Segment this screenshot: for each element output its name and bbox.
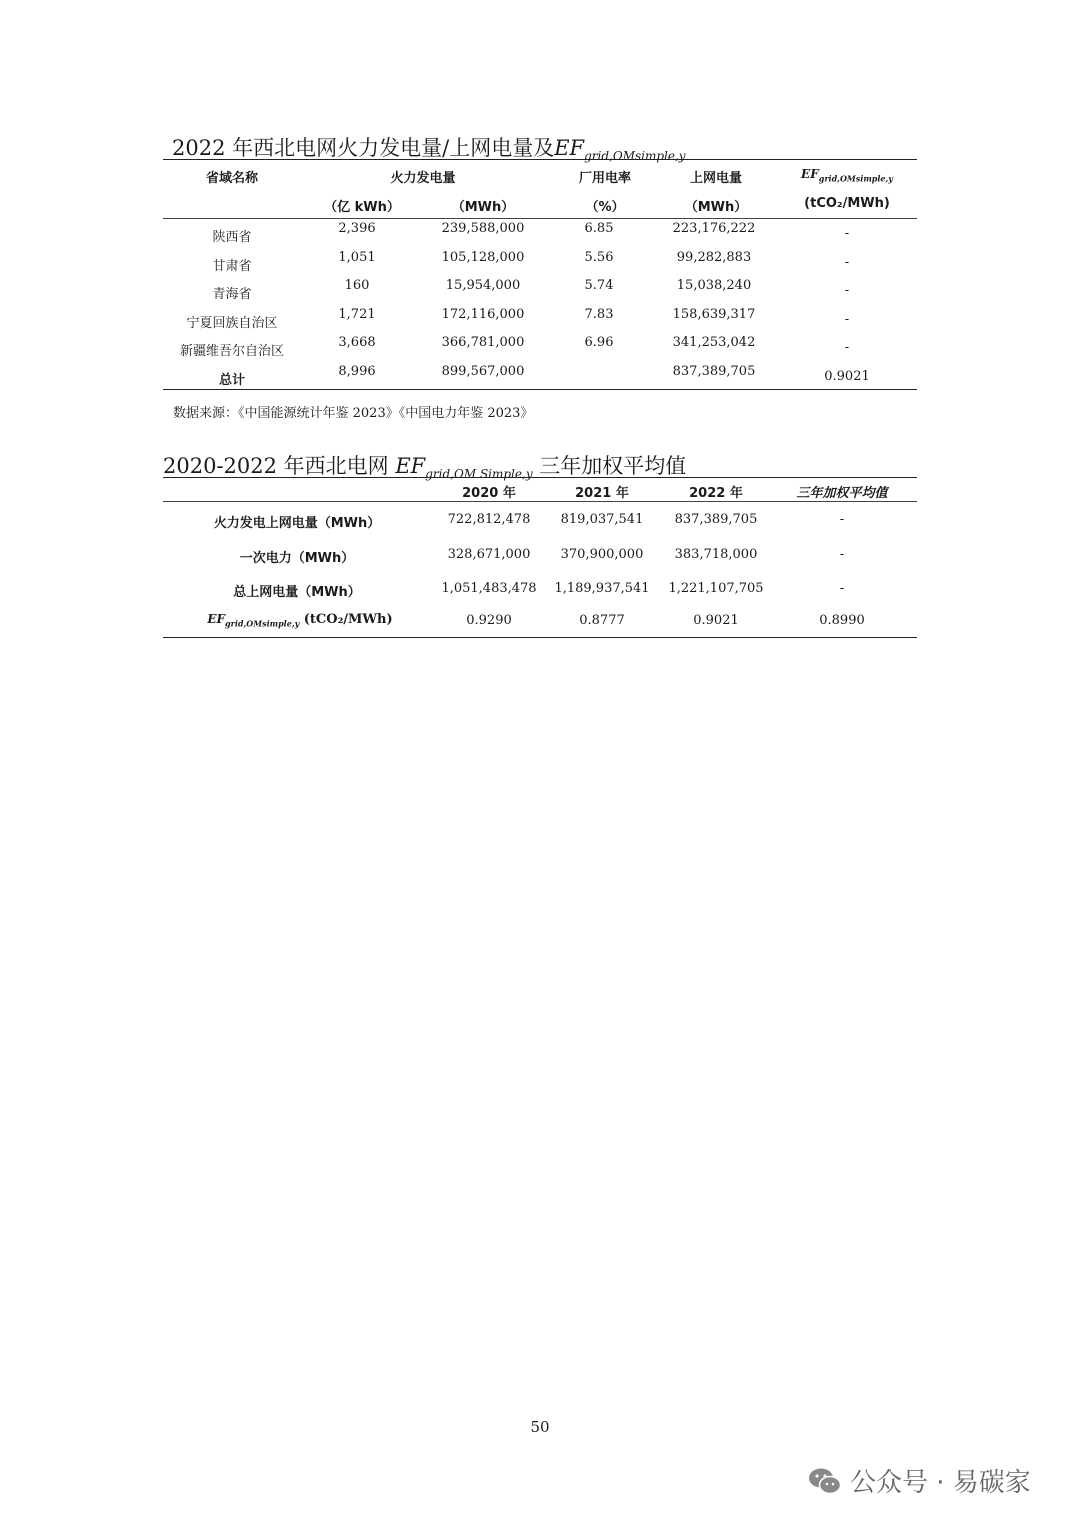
table-cell: -: [839, 512, 845, 527]
unit-kwh: （亿 kWh）: [324, 200, 400, 215]
table-cell-kwh: 8,996: [338, 364, 376, 379]
table2-bottom-rule: [163, 637, 917, 638]
header-2020: 2020 年: [462, 486, 516, 501]
header-grid-supply: 上网电量: [689, 171, 743, 186]
table-cell-kwh: 160: [344, 278, 370, 293]
table-cell: -: [839, 581, 845, 596]
table-cell: 0.8777: [579, 613, 625, 628]
table-cell: 0.9021: [693, 613, 739, 628]
table-cell: 1,051,483,478: [441, 581, 537, 596]
header-2022: 2022 年: [689, 486, 743, 501]
table-cell-mwh: 105,128,000: [441, 250, 525, 265]
table-cell: 1,221,107,705: [668, 581, 764, 596]
table-cell-grid: 15,038,240: [676, 278, 752, 293]
table-cell-rate: 7.83: [584, 307, 614, 322]
table1-bottom-rule: [163, 389, 917, 390]
table-cell-ef: 0.9021: [824, 369, 870, 384]
data-source-note: 数据来源：《中国能源统计年鉴 2023》《中国电力年鉴 2023》: [173, 406, 534, 421]
table-cell: 722,812,478: [447, 512, 531, 527]
table1-title: 2022 年西北电网火力发电量/上网电量及$EF_{grid,OMsimple,y}$: [172, 136, 686, 164]
table-cell-mwh: 15,954,000: [445, 278, 521, 293]
table-cell: 819,037,541: [560, 512, 644, 527]
table-cell: -: [839, 547, 845, 562]
table-cell-grid: 223,176,222: [672, 221, 756, 236]
unit-ef: (tCO₂/MWh): [804, 196, 890, 211]
table-cell-grid: 341,253,042: [672, 335, 756, 350]
header-self-use-rate: 厂用电率: [578, 171, 632, 186]
table-cell-grid: 158,639,317: [672, 307, 756, 322]
table-cell-ef: -: [844, 312, 850, 327]
table-cell-rate: 5.74: [584, 278, 614, 293]
table-cell: 383,718,000: [674, 547, 758, 562]
table-cell-mwh: 172,116,000: [441, 307, 525, 322]
header-thermal-gen: 火力发电量: [390, 171, 456, 186]
table1-header-rule: [163, 218, 917, 219]
watermark-text: 公众号 · 易碳家: [850, 1468, 1031, 1498]
table-cell-province: 陕西省: [212, 230, 252, 245]
table-cell-ef: -: [844, 283, 850, 298]
header-province: 省域名称: [205, 171, 259, 186]
table-cell-mwh: 239,588,000: [441, 221, 525, 236]
table-cell-ef: -: [844, 226, 850, 241]
page-number: 50: [530, 1418, 550, 1436]
table2-header-rule: [163, 501, 917, 502]
unit-percent: （%）: [585, 200, 625, 215]
table-cell: 328,671,000: [447, 547, 531, 562]
row-label-primary-power: 一次电力（MWh）: [239, 551, 355, 566]
watermark: [808, 1462, 1031, 1499]
table2-top-rule: [163, 477, 917, 478]
table-cell-kwh: 3,668: [338, 335, 376, 350]
table-cell-ef: -: [844, 340, 850, 355]
table2-title: 2020-2022 年西北电网 $EF_{grid,OM Simple,y}$ 三年加权平均值: [163, 454, 687, 482]
table-cell-rate: 6.96: [584, 335, 614, 350]
header-ef: $EF_{grid,OMsimple,y}$: [801, 167, 893, 184]
table-cell-province: 甘肃省: [212, 259, 252, 274]
table-cell-kwh: 2,396: [338, 221, 376, 236]
table-cell-province: 宁夏回族自治区: [186, 316, 278, 331]
table-cell-rate: 5.56: [584, 250, 614, 265]
table-cell-mwh: 366,781,000: [441, 335, 525, 350]
row-label-total-grid: 总上网电量（MWh）: [233, 585, 361, 600]
table-cell-total-label: 总计: [218, 373, 246, 388]
unit-grid-mwh: （MWh）: [684, 200, 748, 215]
wechat-icon: [808, 1467, 842, 1495]
table-cell: 370,900,000: [560, 547, 644, 562]
table-cell: 0.8990: [819, 613, 865, 628]
table-cell-grid: 99,282,883: [676, 250, 752, 265]
table-cell-province: 青海省: [212, 287, 252, 302]
table-cell: 1,189,937,541: [554, 581, 650, 596]
table-cell-mwh: 899,567,000: [441, 364, 525, 379]
table-cell-kwh: 1,721: [338, 307, 376, 322]
table-cell: 0.9290: [466, 613, 512, 628]
row-label-thermal-grid: 火力发电上网电量（MWh）: [213, 516, 381, 531]
table-cell-kwh: 1,051: [338, 250, 376, 265]
header-2021: 2021 年: [575, 486, 629, 501]
header-weighted-avg: 三年加权平均值: [796, 486, 888, 501]
unit-mwh: （MWh）: [451, 200, 515, 215]
table1-top-rule: [163, 159, 917, 160]
table-cell-grid: 837,389,705: [672, 364, 756, 379]
row-label-ef: $EF_{grid,OMsimple,y}$ (tCO₂/MWh): [207, 612, 393, 629]
table-cell-ef: -: [844, 255, 850, 270]
table-cell-province: 新疆维吾尔自治区: [179, 344, 285, 359]
table-cell-rate: 6.85: [584, 221, 614, 236]
table-cell: 837,389,705: [674, 512, 758, 527]
